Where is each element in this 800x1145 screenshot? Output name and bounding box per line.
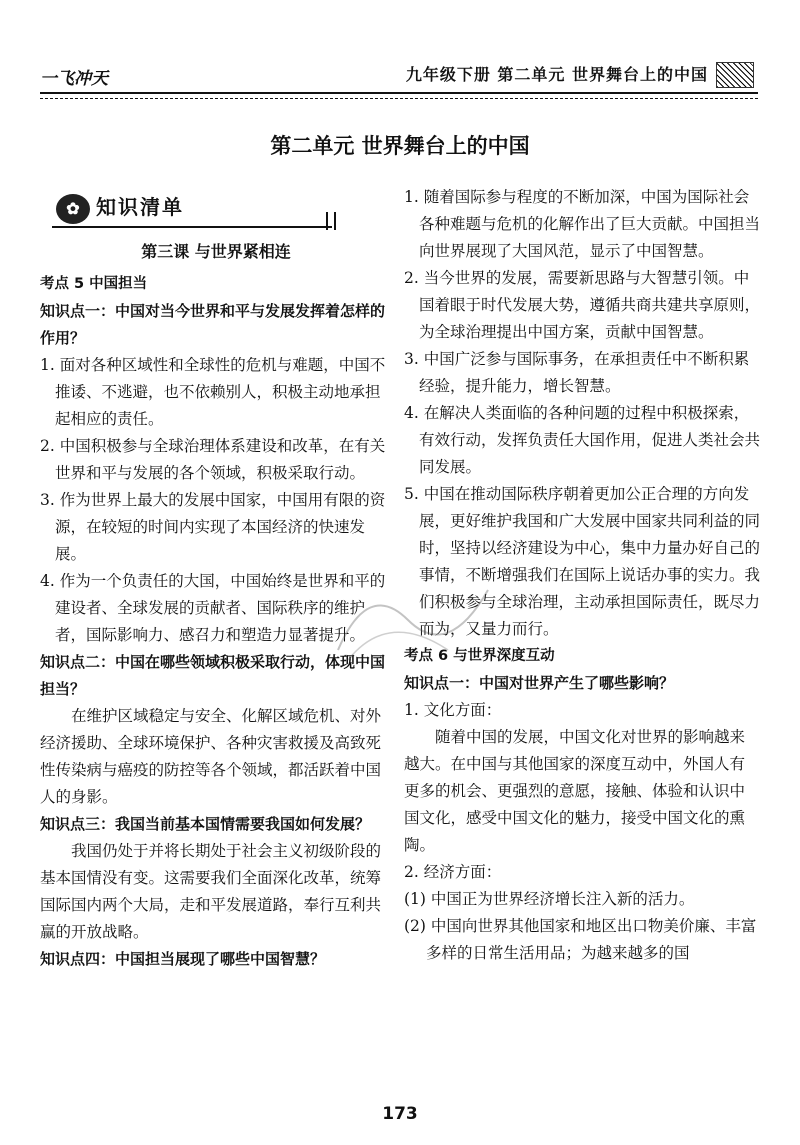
list-item: 5. 中国在推动国际秩序朝着更加公正合理的方向发展，更好维护我国和广大发展中国家共同利益的同时，坚持以经济建设为中心，集中力量办好自己的事情，不断增强我们在国际上说话办事的实力。我们积极参与全球治理，主动承担国际责任，既尽力而为，又量力而行。 <box>404 485 761 638</box>
kaodian-5: 考点 5 中国担当 <box>40 276 148 292</box>
question-1: 知识点一：中国对当今世界和平与发展发挥着怎样的作用？ <box>40 302 386 347</box>
list-item: 2. 当今世界的发展，需要新思路与大智慧引领。中国着眼于时代发展大势，遵循共商共建共享原则，为全球治理提出中国方案，贡献中国智慧。 <box>404 269 761 341</box>
banner-label: 知识清单 <box>96 195 184 219</box>
list-item: 3. 作为世界上最大的发展中国家，中国用有限的资源，在较短的时间内实现了本国经济的快速发展。 <box>40 491 386 563</box>
banner-end-mark <box>326 212 336 230</box>
knowledge-banner <box>40 188 392 234</box>
kaodian-6: 考点 6 与世界深度互动 <box>404 648 555 664</box>
question-1-right: 知识点一：中国对世界产生了哪些影响？ <box>404 674 675 692</box>
book-brand: 一飞冲天 <box>40 69 108 89</box>
unit-title: 第二单元 世界舞台上的中国 <box>270 134 530 158</box>
list-item: (1) 中国正为世界经济增长注入新的活力。 <box>404 890 695 908</box>
question-3: 知识点三：我国当前基本国情需要我国如何发展？ <box>40 815 371 833</box>
list-item: 1. 随着国际参与程度的不断加深，中国为国际社会各种难题与危机的化解作出了巨大贡献。中国担当向世界展现了大国风范，显示了中国智慧。 <box>404 188 761 260</box>
list-item: 3. 中国广泛参与国际事务，在承担责任中不断积累经验，提升能力，增长智慧。 <box>404 350 750 395</box>
question-2: 知识点二：中国在哪些领域积极采取行动，体现中国担当？ <box>40 653 386 698</box>
paragraph: 随着中国的发展，中国文化对世界的影响越来越大。在中国与其他国家的深度互动中，外国人有更多的机会、更强烈的意愿，接触、体验和认识中国文化，感受中国文化的魅力，接受中国文化的熏陶。 <box>404 728 746 854</box>
list-item: (2) 中国向世界其他国家和地区出口物美价廉、丰富多样的日常生活用品；为越来越多的国 <box>404 917 757 962</box>
list-item: 2. 中国积极参与全球治理体系建设和改革，在有关世界和平与发展的各个领域，积极采取行动。 <box>40 437 386 482</box>
question-4: 知识点四：中国担当展现了哪些中国智慧？ <box>40 950 326 968</box>
header-rule <box>40 92 758 99</box>
paragraph: 在维护区域稳定与安全、化解区域危机、对外经济援助、全球环境保护、各种灾害救援及高致死性传染病与癌疫的防控等各个领域，都活跃着中国人的身影。 <box>40 707 382 806</box>
page-number: 173 <box>382 1104 418 1124</box>
paragraph: 我国仍处于并将长期处于社会主义初级阶段的基本国情没有变。这需要我们全面深化改革，统筹国际国内两个大局，走和平发展道路，奉行互利共赢的开放战略。 <box>40 842 382 941</box>
watermark-stamp-icon <box>328 560 498 680</box>
culture-label: 1. 文化方面： <box>404 701 502 719</box>
list-item: 4. 在解决人类面临的各种问题的过程中积极探索，有效行动，发挥负责任大国作用，促进人类社会共同发展。 <box>404 404 761 476</box>
header-ornament-icon <box>716 62 754 88</box>
book-icon: ✿ <box>56 194 90 224</box>
lesson-title: 第三课 与世界紧相连 <box>141 242 291 261</box>
economy-label: 2. 经济方面： <box>404 863 502 881</box>
list-item: 4. 作为一个负责任的大国，中国始终是世界和平的建设者、全球发展的贡献者、国际秩序的维护者，国际影响力、感召力和塑造力显著提升。 <box>40 572 386 644</box>
list-item: 1. 面对各种区域性和全球性的危机与难题，中国不推诿、不逃避，也不依赖别人，积极主动地承担起相应的责任。 <box>40 356 386 428</box>
running-header: 九年级下册 第二单元 世界舞台上的中国 <box>405 65 708 84</box>
banner-rule <box>52 226 332 228</box>
